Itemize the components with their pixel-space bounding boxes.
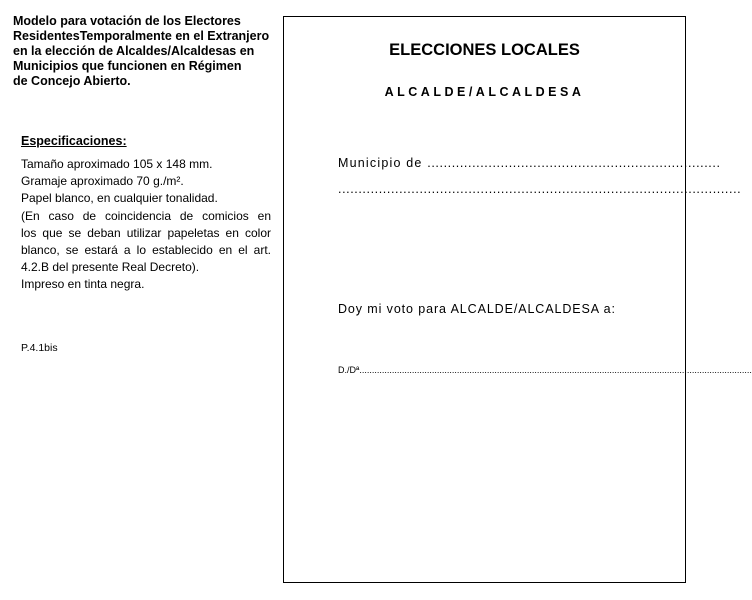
spec-line: 4.2.B del presente Real Decreto).	[21, 260, 200, 275]
reference-code: P.4.1bis	[21, 342, 58, 354]
heading-line: ResidentesTemporalmente en el Extranjero	[13, 29, 270, 43]
model-heading	[13, 14, 271, 89]
spec-line: blanco, se estará a lo establecido en el art.	[21, 243, 271, 258]
spec-line: (En caso de coincidencia de comicios en	[21, 208, 271, 223]
heading-line: de Concejo Abierto.	[13, 74, 131, 88]
municipio-field	[338, 156, 721, 170]
specifications-block	[21, 134, 271, 294]
heading-line: Municipios que funcionen en Régimen	[13, 59, 242, 73]
municipio-dots: ........................................................................	[427, 156, 721, 170]
municipio-dots-line2: ...................................................................................................	[338, 182, 742, 196]
candidate-label: D./Dª	[338, 365, 360, 375]
spec-line: Impreso en tinta negra.	[21, 277, 145, 292]
municipio-label: Municipio de	[338, 156, 423, 170]
spec-line: Tamaño aproximado 105 x 148 mm.	[21, 157, 213, 171]
candidate-name-field	[338, 365, 752, 375]
spec-line: Gramaje aproximado 70 g./m².	[21, 174, 184, 189]
ballot-subtitle: ALCALDE/ALCALDESA	[384, 85, 585, 99]
heading-line: Modelo para votación de los Electores	[13, 14, 241, 28]
heading-line: en la elección de Alcaldes/Alcaldesas en	[13, 44, 255, 58]
spec-line: los que se deban utilizar papeletas en color	[21, 225, 271, 240]
candidate-dots: .............................................................................................................................................................	[359, 365, 752, 375]
ballot-card	[283, 16, 752, 583]
ballot-title: ELECCIONES LOCALES	[389, 41, 580, 59]
left-column	[13, 14, 271, 294]
spec-line: Papel blanco, en cualquier tonalidad.	[21, 191, 218, 206]
specifications-title: Especificaciones:	[21, 134, 127, 148]
vote-statement: Doy mi voto para ALCALDE/ALCALDESA a:	[338, 302, 616, 316]
specifications-list	[21, 156, 271, 294]
